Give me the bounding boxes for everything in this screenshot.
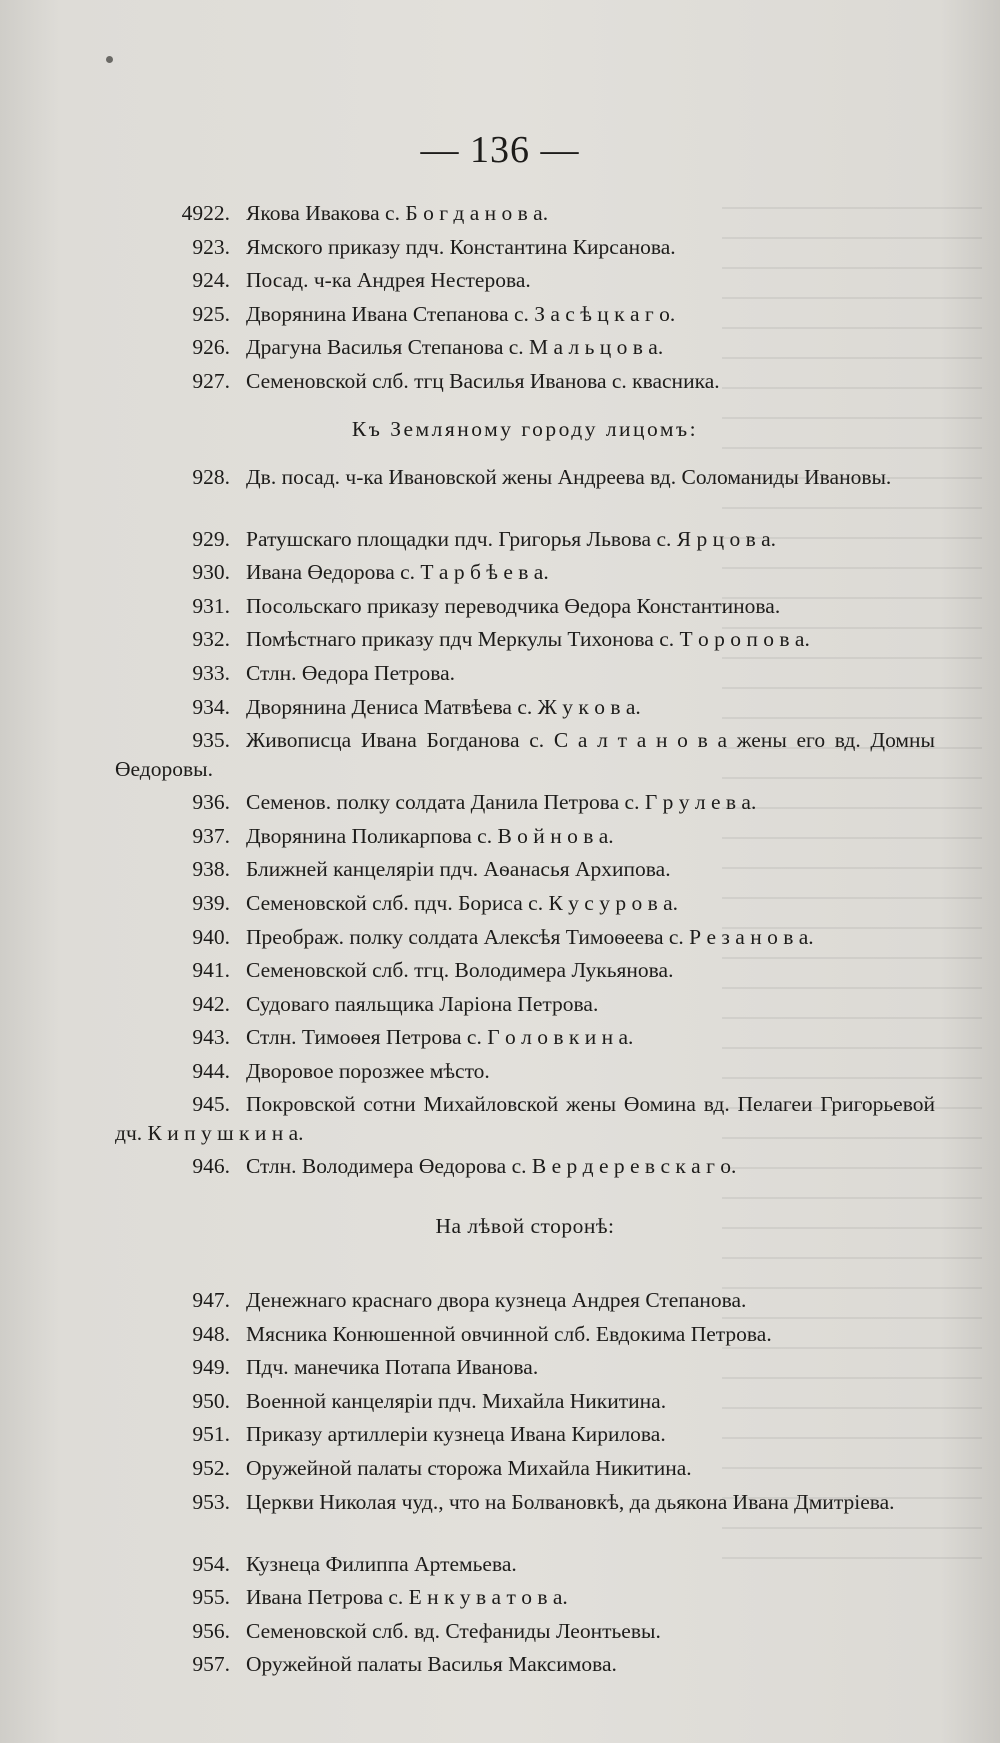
entry-number: 943. [192,1025,230,1050]
entry-text: Покровской сотни Михайловской жены Өомина вд. Пелагеи Григорьевой дч. К и п у ш к и н а. [115,1092,935,1146]
entry-number: 953. [192,1489,230,1514]
entry-text: Преображ. полку солдата Алексѣя Тимоѳеева с. Р е з а н о в а. [246,924,814,949]
entry-text: Денежнаго краснаго двора кузнеца Андрея Степанова. [246,1288,747,1313]
entry-text: Дворянина Поликарпова с. В о й н о в а. [246,823,614,848]
entry-row [115,1486,935,1548]
entry-text: Стлн. Тимоѳея Петрова с. Г о л о в к и н а. [246,1025,634,1050]
entry-number: 933. [192,660,230,685]
entry-text: Ивана Петрова с. Е н к у в а т о в а. [246,1585,568,1610]
entry-row [115,556,935,590]
entry-row [115,1385,935,1419]
entry-text: Пдч. манечика Потапа Иванова. [246,1355,539,1380]
entry-row [115,887,935,921]
entry-text: Помѣстнаго приказу пдч Меркулы Тихонова с. Т о р о п о в а. [246,627,810,652]
entry-row [115,523,935,557]
entry-number: 938. [192,857,230,882]
entry-row [115,1318,935,1352]
entry-number: 931. [192,593,230,618]
entry-row [115,1648,935,1682]
entry-number: 956. [192,1618,230,1643]
entry-row [115,1615,935,1649]
entry-list-zemlyanoy [115,461,935,1185]
entry-number: 948. [192,1321,230,1346]
entry-number: 939. [192,890,230,915]
entry-number: 954. [192,1551,230,1576]
entry-row [115,365,935,399]
entry-number: 936. [192,790,230,815]
entry-row [115,1581,935,1615]
entry-number: 935. [192,728,230,753]
entry-text: Мясника Конюшенной овчинной слб. Евдокима Петрова. [246,1321,772,1346]
entry-number: 941. [192,958,230,983]
entry-row [115,988,935,1022]
entry-number: 929. [192,526,230,551]
entry-row [115,1055,935,1089]
entry-text: Семеновской слб. вд. Стефаниды Леонтьевы. [246,1618,661,1643]
entry-text: Дворянина Ивана Степанова с. З а с ѣ ц к а г о. [246,301,676,326]
entry-number: 923. [192,234,230,259]
entry-number: 928. [192,464,230,489]
entry-number: 949. [192,1355,230,1380]
entry-text: Семеновской слб. пдч. Бориса с. К у с у р о в а. [246,890,679,915]
entry-list-left-side [115,1284,935,1682]
entry-row [115,623,935,657]
entry-number: 937. [192,823,230,848]
entry-number: 940. [192,924,230,949]
entry-text: Стлн. Өедора Петрова. [246,660,456,685]
entry-row [115,786,935,820]
entry-text: Посад. ч-ка Андрея Нестерова. [246,268,531,293]
entry-text: Живописца Ивана Богданова с. С а л т а н о в а жены его вд. Домны Өедоровы. [115,728,935,782]
entry-text: Семеновской слб. тгц Василья Иванова с. квасника. [246,368,720,393]
entry-text: Дв. посад. ч-ка Ивановской жены Андреева вд. Соломаниды Ивановы. [246,464,892,489]
entry-row [115,657,935,691]
entry-number: 951. [192,1422,230,1447]
entry-row [115,461,935,523]
entry-text: Дворовое порозжее мѣсто. [246,1058,490,1083]
ink-spot [106,56,113,63]
section-heading-zemlyanoy: Къ Земляному городу лицомъ: [351,416,699,441]
entry-text: Кузнеца Филиппа Артемьева. [246,1551,517,1576]
entry-text: Семеновской слб. тгц. Володимера Лукьянова. [246,958,674,983]
entry-text: Якова Ивакова с. Б о г д а н о в а. [246,201,549,225]
entry-number: 942. [192,991,230,1016]
document-body [115,197,935,1682]
entry-row [115,590,935,624]
entry-row [115,853,935,887]
entry-row [115,1284,935,1318]
entry-text: Стлн. Володимера Өедорова с. В е р д е р е в с к а г о. [246,1154,737,1179]
entry-row [115,331,935,365]
section-heading-left-side: На лѣвой сторонѣ: [435,1214,615,1239]
entry-text: Церкви Николая чуд., что на Болвановкѣ, да дьякона Ивана Дмитріева. [246,1489,895,1514]
entry-number: 930. [192,560,230,585]
entry-row [115,197,935,231]
entry-number: 925. [192,301,230,326]
entry-number: 950. [192,1388,230,1413]
entry-number: 926. [192,335,230,360]
entry-number: 946. [192,1154,230,1179]
entry-row [115,691,935,725]
entry-row [115,1548,935,1582]
entry-row [115,1150,935,1184]
entry-row [115,954,935,988]
entry-row [115,1452,935,1486]
entry-text: Приказу артиллеріи кузнеца Ивана Кирилова. [246,1422,666,1447]
entry-text: Ближней канцеляріи пдч. Аѳанасья Архипова. [246,857,671,882]
entry-row [115,1351,935,1385]
entry-text: Оружейной палаты Василья Максимова. [246,1652,617,1677]
entry-row [115,1021,935,1055]
entry-text: Семенов. полку солдата Данила Петрова с. Г р у л е в а. [246,790,757,815]
entry-text: Ямского приказу пдч. Константина Кирсанова. [246,234,676,259]
entry-text: Ивана Өедорова с. Т а р б ѣ е в а. [246,560,549,585]
entry-number: 952. [192,1456,230,1481]
entry-number: 934. [192,694,230,719]
entry-row [115,298,935,332]
entry-text: Военной канцеляріи пдч. Михайла Никитина. [246,1388,667,1413]
entry-number: 944. [192,1058,230,1083]
entry-number: 924. [192,268,230,293]
entry-row [115,921,935,955]
entry-text: Судоваго паяльщика Ларіона Петрова. [246,991,599,1016]
entry-row [115,231,935,265]
entry-row [115,724,935,786]
entry-number: 4922. [181,201,230,225]
entry-row [115,1418,935,1452]
entry-row [115,264,935,298]
entry-text: Оружейной палаты сторожа Михайла Никитина. [246,1456,692,1481]
entry-text: Ратушскаго площадки пдч. Григорья Львова с. Я р ц о в а. [246,526,777,551]
page-number: — 136 — [420,129,580,171]
entry-text: Драгуна Василья Степанова с. М а л ь ц о в а. [246,335,664,360]
entry-number: 947. [192,1288,230,1313]
entry-number: 927. [192,368,230,393]
entry-row [115,1088,935,1150]
entry-number: 955. [192,1585,230,1610]
entry-text: Посольскаго приказу переводчика Өедора Константинова. [246,593,781,618]
entry-number: 945. [192,1092,230,1117]
entry-number: 932. [192,627,230,652]
entry-text: Дворянина Дениса Матвѣева с. Ж у к о в а. [246,694,641,719]
entry-list-top [115,197,935,399]
entry-row [115,820,935,854]
entry-number: 957. [192,1652,230,1677]
